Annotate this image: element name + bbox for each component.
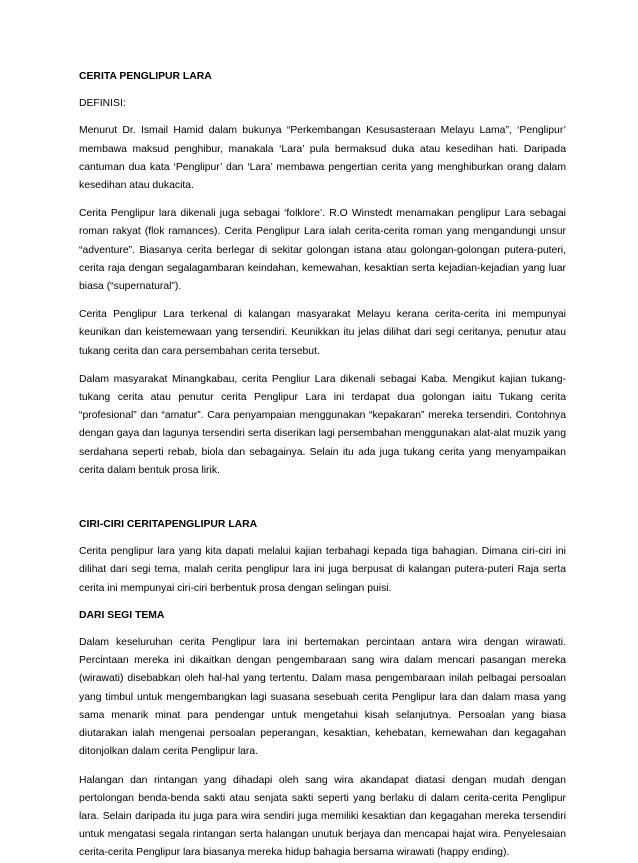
paragraph: Cerita Penglipur lara dikenali juga sebagai ‘folklore’. R.O Winstedt menamakan penglipur Lara sebagai roman rakyat (flok ramances). Cerita Penglipur Lara ialah cerita-cerita roman yang mengandungi unsur “adventure”. Biasanya cerita berlegar di sekitar golongan istana atau golongan-golongan putera-puteri, cerita raja dengan segalagambaran keindahan, kemewahan, kesaktian serta kejadian-kejadian yang luar biasa (“supernatural”). [79,208,566,293]
document-page [79,68,566,863]
paragraph: Cerita Penglipur Lara terkenal di kalangan masyarakat Melayu kerana cerita-cerita ini mempunyai keunikan dan keistemewaan yang tersendiri. Keunikkan itu jelas dilihat dari segi ceritanya, penutur atau tukang cerita dan cara persembahan cerita tersebut. [79,309,566,357]
paragraph: Halangan dan rintangan yang dihadapi oleh sang wira akandapat diatasi dengan mudah dengan pertolongan benda-benda sakti atau senjata sakti seperti yang berlaku di dalam cerita-cerita Penglipur lara. Selain daripada itu juga para wira sendiri juga memiliki kesaktian dan kegagahan mereka tersendiri untuk mengatasi segala rintangan serta halangan unutuk berjaya dan mencapai hajat wira. Penyelesaian cerita-cerita Penglipur lara biasanya mereka hidup bahagia bersama wirawati (happy ending). [79,774,566,859]
paragraph: Dalam keseluruhan cerita Penglipur lara ini bertemakan percintaan antara wira dengan wirawati. Percintaan mereka ini dikaitkan dengan pengembaraan sang wira dalam mencari pasangan mereka (wirawati) disebabkan oleh hal-hal yang tertentu. Dalam masa pengembaraan inilah pelbagai persoalan yang timbul untuk mengembangkan lagi suasana sesebuah cerita Penglipur lara dan dalam masa yang sama menarik minat para pendengar untuk mengetahui kisah selanjutnya. Persoalan yang biasa diutarakan ialah mengenai persoalan peperangan, kesaktian, kehebatan, kemewahan dan kegagahan ditonjolkan dalam cerita Penglipur lara. [79,637,566,758]
paragraph: Dalam masyarakat Minangkabau, cerita Pengliur Lara dikenali sebagai Kaba. Mengikut kajian tukang-tukang cerita atau penutur cerita Penglipur Lara ini terdapat dua golongan iaitu Tukang cerita “profesional” dan “amatur”. Cara penyampaian menggunakan “kepakaran” mereka tersendiri. Contohnya dengan gaya dan lagunya tersendiri serta diserikan lagi persembahan menggunakan alat-alat muzik yang serdahana seperti rebab, biola dan sebagainya. Selain itu ada juga tukang cerita yang menyampaikan cerita dalam bentuk prosa lirik. [79,373,566,476]
definition-label: DEFINISI: [79,98,126,110]
subsection-heading: DARI SEGI TEMA [79,609,165,621]
paragraph: Cerita penglipur lara yang kita dapati melalui kajian terbahagi kepada tiga bahagian. Dimana ciri-ciri ini dilihat dari segi tema, malah cerita penglipur lara ini juga berpusat di kalangan putera-puteri Raja serta cerita ini mempunyai ciri-ciri berbentuk prosa dengan selingan puisi. [79,546,566,594]
section-heading: CIRI-CIRI CERITAPENGLIPUR LARA [79,519,258,531]
document-title: CERITA PENGLIPUR LARA [79,71,212,82]
paragraph: Menurut Dr. Ismail Hamid dalam bukunya “Perkembangan Kesusasteraan Melayu Lama”, ‘Penglipur’ membawa maksud penghibur, manakala ‘Lara’ pula bermaksud duka atau kesedihan hati. Daripada cantuman dua kata ‘Penglipur’ dan ‘Lara’ membawa pengertian cerita yang menghiburkan orang dalam kesedihan atau dukacita. [79,125,566,192]
